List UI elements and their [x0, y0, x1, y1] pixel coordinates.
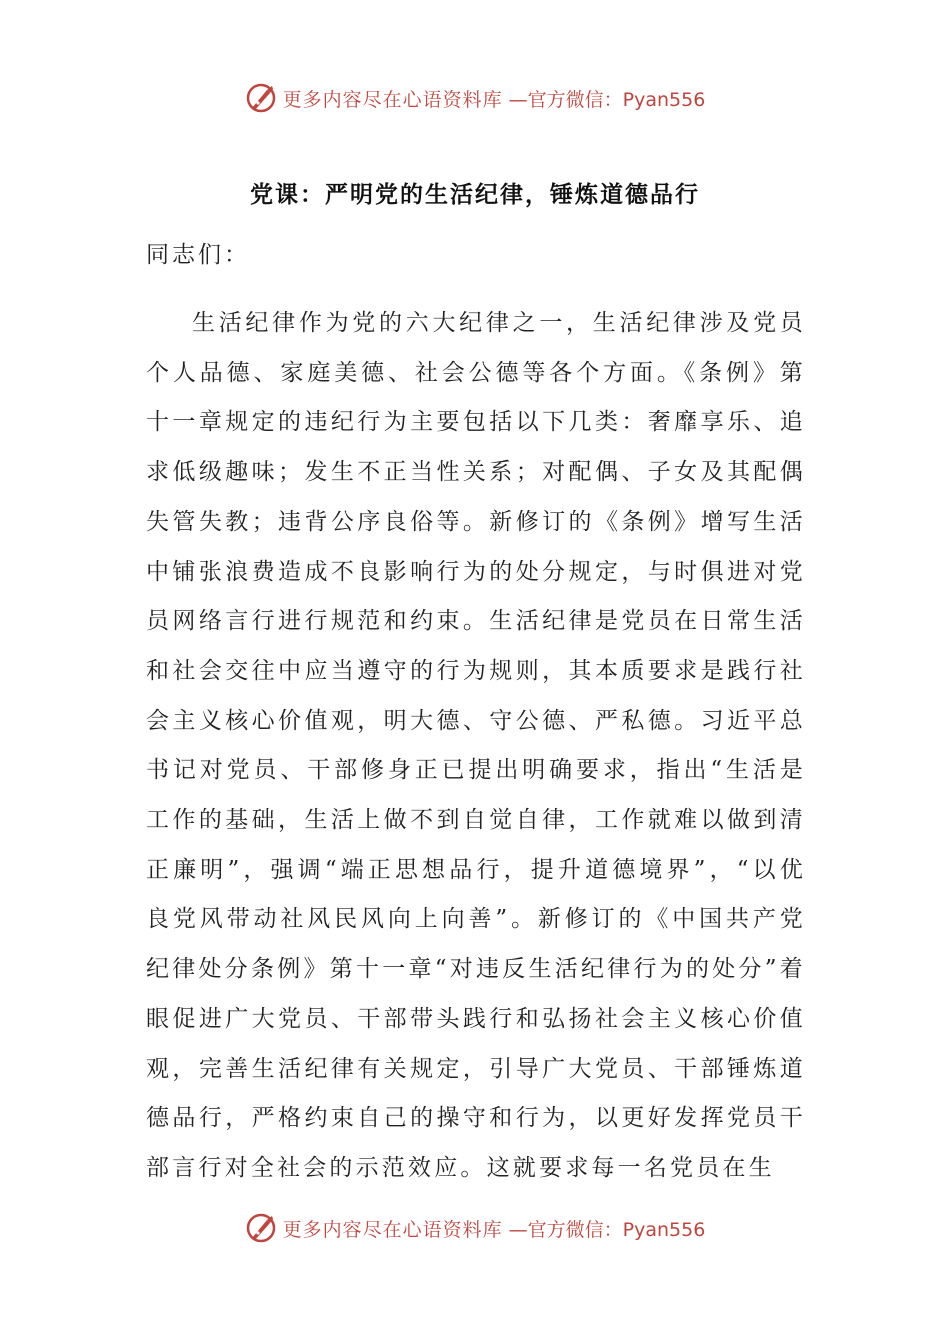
wechat-text: —官方微信：Pyan556	[508, 1218, 706, 1241]
pen-nib-circle-icon	[245, 82, 277, 114]
pen-nib-circle-icon	[245, 1212, 277, 1244]
wechat-text: —官方微信：Pyan556	[508, 88, 706, 111]
body-paragraph: 生活纪律作为党的六大纪律之一，生活纪律涉及党员个人品德、家庭美德、社会公德等各个方面。《条例》第十一章规定的违纪行为主要包括以下几类：奢靡享乐、追求低级趣味；发生不正当性关系；对配偶、子女及其配偶失管失教；违背公序良俗等。新修订的《条例》增写生活中铺张浪费造成不良影响行为的处分规定，与时俱进对党员网络言行进行规范和约束。生活纪律是党员在日常生活和社会交往中应当遵守的行为规则，其本质要求是践行社会主义核心价值观，明大德、守公德、严私德。习近平总书记对党员、干部修身正已提出明确要求，指出“生活是工作的基础，生活上做不到自觉自律，工作就难以做到清正廉明”，强调“端正思想品行，提升道德境界”，“以优良党风带动社风民风向上向善”。新修订的《中国共产党纪律处分条例》第十一章“对违反生活纪律行为的处分”着眼促进广大党员、干部带头践行和弘扬社会主义核心价值观，完善生活纪律有关规定，引导广大党员、干部锤炼道德品行，严格约束自己的操守和行为，以更好发挥党员干部言行对全社会的示范效应。这就要求每一名党员在生	[146, 310, 806, 1181]
salutation: 同志们：	[146, 242, 250, 268]
footer-banner	[0, 1212, 950, 1244]
brand-text: 更多内容尽在心语资料库	[282, 88, 503, 111]
header-banner	[0, 82, 950, 114]
brand-text: 更多内容尽在心语资料库	[282, 1218, 503, 1241]
document-title: 党课：严明党的生活纪律，锤炼道德品行	[250, 182, 700, 208]
